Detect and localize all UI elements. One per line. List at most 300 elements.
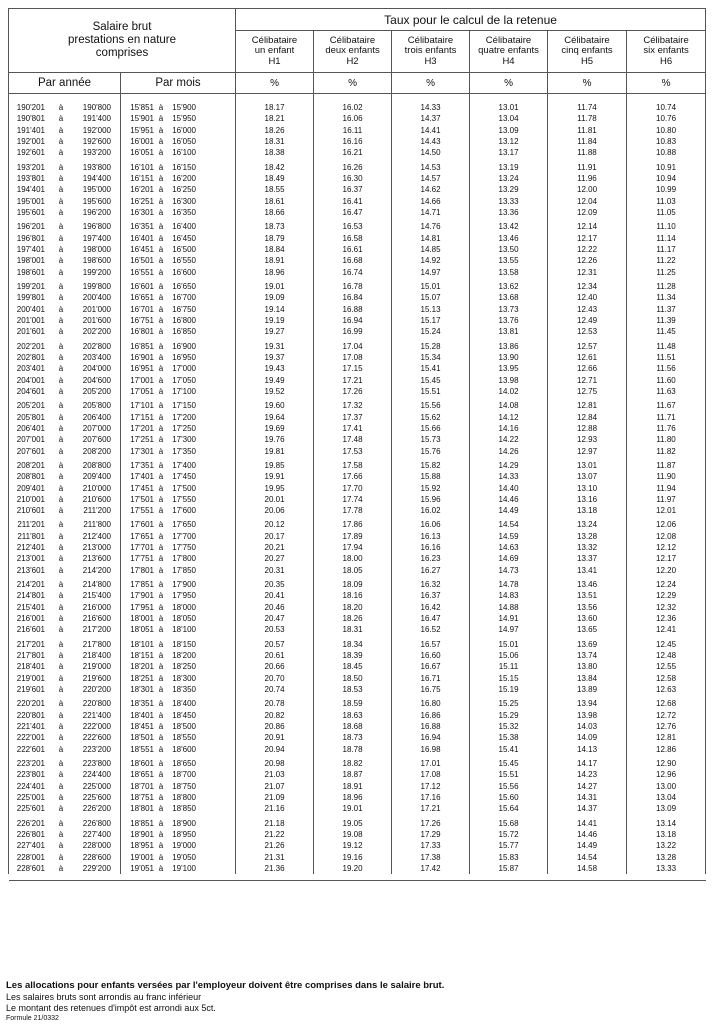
monthly-to: 19'100 [172,864,196,873]
rate-h6: 13.33 [627,863,706,874]
annual-from: 207'001 [16,435,45,445]
annual-range [9,483,121,494]
annual-range [9,602,121,613]
annual-range [9,173,121,184]
rate-h3: 14.66 [392,196,470,207]
annual-to: 216'600 [82,614,111,624]
monthly-range [121,639,236,650]
rate-h1: 18.38 [236,147,314,158]
rate-h4: 13.24 [470,173,548,184]
rate-h3: 15.01 [392,281,470,292]
monthly-from: 18'401 [130,710,154,720]
rate-h6: 11.45 [627,326,706,337]
category-h5 [548,31,627,73]
annual-from: 210'001 [16,494,45,504]
monthly-range [121,363,236,374]
table-row [9,639,706,650]
range-separator: à [58,423,64,433]
table-row [9,818,706,829]
rate-h3: 16.75 [392,684,470,695]
annual-to: 192'000 [82,125,111,135]
rate-h6: 12.76 [627,721,706,732]
rate-h2: 19.16 [314,852,392,863]
monthly-range [121,792,236,803]
table-row [9,255,706,266]
rate-h5: 13.69 [548,639,627,650]
monthly-to: 17'700 [172,531,196,541]
annual-from: 217'801 [16,651,45,661]
rate-h2: 17.94 [314,542,392,553]
rate-h5: 14.41 [548,818,627,829]
annual-to: 192'600 [82,136,111,146]
category-h1 [236,31,314,73]
rate-h3: 15.17 [392,315,470,326]
range-separator: à [58,136,64,146]
monthly-from: 15'951 [130,125,154,135]
rate-h2: 17.37 [314,412,392,423]
rate-h2: 16.26 [314,162,392,173]
rate-h2: 16.68 [314,255,392,266]
monthly-to: 18'050 [172,614,196,624]
range-separator: à [58,793,64,803]
table-row [9,173,706,184]
range-separator: à [158,614,164,624]
annual-from: 201'601 [16,327,45,337]
annual-from: 228'601 [16,864,45,873]
salary-label-line1: Salaire brut [92,21,152,33]
annual-range [9,590,121,601]
rate-h5: 12.81 [548,400,627,411]
annual-range [9,624,121,635]
monthly-to: 16'000 [172,125,196,135]
monthly-to: 18'300 [172,673,196,683]
range-separator: à [158,162,164,172]
table-row [9,673,706,684]
rate-h5: 13.32 [548,542,627,553]
range-separator: à [58,267,64,277]
spacer-cell [236,94,314,103]
rate-h5: 13.28 [548,531,627,542]
range-separator: à [158,375,164,385]
annual-range [9,281,121,292]
rate-h2: 18.59 [314,698,392,709]
rate-h1: 18.42 [236,162,314,173]
range-separator: à [158,744,164,754]
rate-h1: 19.52 [236,386,314,397]
annual-range [9,326,121,337]
rate-h6: 11.97 [627,494,706,505]
monthly-to: 18'750 [172,781,196,791]
table-row [9,375,706,386]
rate-h5: 14.09 [548,732,627,743]
annual-from: 211'201 [17,520,45,530]
annual-to: 228'000 [82,841,111,851]
annual-from: 192'601 [16,148,45,158]
monthly-from: 17'601 [130,520,154,530]
range-separator: à [158,244,164,254]
rate-h6: 12.63 [627,684,706,695]
annual-from: 225'001 [16,793,45,803]
table-row [9,363,706,374]
spacer-cell [392,874,470,881]
annual-from: 220'201 [16,699,45,709]
rate-h6: 11.67 [627,400,706,411]
rate-h5: 14.27 [548,781,627,792]
rate-h4: 14.40 [470,483,548,494]
monthly-from: 17'051 [130,386,154,396]
annual-from: 202'801 [16,352,45,362]
rate-h1: 19.43 [236,363,314,374]
table-row [9,352,706,363]
annual-range [9,710,121,721]
rate-h2: 17.58 [314,460,392,471]
table-row [9,207,706,218]
rate-h6: 11.05 [627,207,706,218]
rate-h2: 17.78 [314,505,392,516]
annual-range [9,613,121,624]
monthly-to: 18'200 [172,651,196,661]
rate-h6: 11.63 [627,386,706,397]
annual-range [9,375,121,386]
rate-h2: 17.86 [314,519,392,530]
table-row [9,769,706,780]
rate-h5: 12.61 [548,352,627,363]
annual-range [9,446,121,457]
rate-h4: 13.29 [470,184,548,195]
rate-h4: 13.76 [470,315,548,326]
per-month-header: Par mois [121,73,236,94]
rate-h1: 19.85 [236,460,314,471]
annual-range [9,304,121,315]
table-row [9,565,706,576]
rate-h3: 17.08 [392,769,470,780]
annual-range [9,315,121,326]
table-row [9,852,706,863]
monthly-from: 16'701 [130,304,154,314]
rate-h4: 13.55 [470,255,548,266]
annual-range [9,639,121,650]
rate-h3: 16.86 [392,710,470,721]
rate-h4: 13.73 [470,304,548,315]
monthly-to: 16'300 [172,196,196,206]
monthly-from: 18'601 [130,759,154,769]
rate-h6: 10.83 [627,136,706,147]
table-row [9,613,706,624]
rate-h2: 16.02 [314,102,392,113]
range-separator: à [58,531,64,541]
rate-h3: 16.80 [392,698,470,709]
rate-h5: 12.26 [548,255,627,266]
rate-h4: 13.09 [470,125,548,136]
rate-h1: 18.84 [236,244,314,255]
table-row [9,803,706,814]
annual-range [9,553,121,564]
spacer-cell [314,874,392,881]
monthly-from: 18'001 [130,614,154,624]
rate-h5: 14.23 [548,769,627,780]
monthly-range [121,553,236,564]
monthly-range [121,602,236,613]
rate-h6: 13.00 [627,781,706,792]
annual-from: 228'001 [16,852,45,862]
salary-label-line3: comprises [95,47,149,59]
annual-range [9,494,121,505]
table-row [9,304,706,315]
rate-h6: 12.68 [627,698,706,709]
rate-h4: 13.98 [470,375,548,386]
rate-h5: 13.24 [548,519,627,530]
range-separator: à [158,401,164,411]
annual-from: 222'601 [16,744,45,754]
rate-h4: 15.41 [470,744,548,755]
table-row [9,400,706,411]
allowance-note: Les allocations pour enfants versées par l'employeur doivent être comprises dans le salaire brut. [6,980,445,991]
rate-h4: 15.19 [470,684,548,695]
annual-to: 224'400 [82,770,111,780]
rate-h2: 16.41 [314,196,392,207]
rate-h2: 17.48 [314,434,392,445]
monthly-range [121,613,236,624]
rate-h6: 11.22 [627,255,706,266]
range-separator: à [158,543,164,553]
range-separator: à [58,565,64,575]
rate-h3: 16.88 [392,721,470,732]
monthly-from: 19'051 [130,864,154,873]
monthly-range [121,863,236,874]
range-separator: à [58,685,64,695]
monthly-from: 18'851 [130,818,154,828]
monthly-range [121,244,236,255]
rate-h4: 13.58 [470,267,548,278]
category-code: H1 [268,55,281,67]
rate-h3: 15.56 [392,400,470,411]
rate-h4: 13.01 [470,102,548,113]
percent-unit: % [392,73,470,94]
range-separator: à [158,580,164,590]
annual-range [9,519,121,530]
range-separator: à [158,446,164,456]
annual-from: 207'601 [16,446,45,456]
range-separator: à [58,759,64,769]
rate-h6: 10.91 [627,162,706,173]
monthly-to: 17'350 [172,446,196,456]
range-separator: à [158,733,164,743]
percent-unit: % [470,73,548,94]
annual-from: 206'401 [16,423,45,433]
table-row [9,829,706,840]
annual-from: 222'001 [16,733,45,743]
rate-h4: 15.56 [470,781,548,792]
monthly-to: 17'550 [172,494,196,504]
range-separator: à [58,162,64,172]
range-separator: à [58,710,64,720]
monthly-range [121,352,236,363]
range-separator: à [158,591,164,601]
rate-h3: 14.33 [392,102,470,113]
monthly-from: 16'851 [130,341,154,351]
annual-range [9,267,121,278]
annual-to: 212'400 [82,531,111,541]
rate-h2: 16.94 [314,315,392,326]
rate-h3: 17.16 [392,792,470,803]
annual-to: 217'800 [82,639,111,649]
footer-notes [6,980,706,1023]
annual-to: 207'000 [82,423,111,433]
annual-from: 194'401 [16,185,45,195]
rate-h6: 11.03 [627,196,706,207]
annual-from: 211'801 [17,531,45,541]
monthly-to: 18'450 [172,710,196,720]
annual-to: 215'400 [82,591,111,601]
monthly-to: 18'400 [172,699,196,709]
rate-h6: 13.18 [627,829,706,840]
monthly-from: 16'201 [130,185,154,195]
monthly-range [121,565,236,576]
rate-h2: 16.84 [314,292,392,303]
annual-range [9,829,121,840]
rate-h4: 14.83 [470,590,548,601]
rate-h2: 16.16 [314,136,392,147]
category-h4 [470,31,548,73]
annual-to: 205'800 [82,401,111,411]
table-row [9,542,706,553]
range-separator: à [158,770,164,780]
annual-to: 193'800 [82,162,111,172]
range-separator: à [58,651,64,661]
monthly-to: 18'150 [172,639,196,649]
rate-h6: 12.20 [627,565,706,576]
rate-h6: 11.51 [627,352,706,363]
rate-h1: 19.81 [236,446,314,457]
monthly-from: 18'151 [130,651,154,661]
category-label: trois enfants [404,45,457,57]
rate-h5: 11.78 [548,113,627,124]
rate-h6: 12.17 [627,553,706,564]
rate-h1: 18.17 [236,102,314,113]
annual-range [9,758,121,769]
rate-h2: 17.41 [314,423,392,434]
table-row [9,650,706,661]
range-separator: à [58,625,64,635]
percent-unit: % [314,73,392,94]
table-row [9,423,706,434]
rate-h6: 10.99 [627,184,706,195]
rate-h3: 15.92 [392,483,470,494]
spacer-cell [470,94,548,103]
rate-h5: 11.96 [548,173,627,184]
table-row [9,412,706,423]
table-row [9,281,706,292]
monthly-range [121,483,236,494]
monthly-range [121,326,236,337]
rate-h2: 18.78 [314,744,392,755]
monthly-range [121,758,236,769]
annual-from: 196'801 [16,233,45,243]
annual-from: 196'201 [16,222,45,232]
rate-h2: 16.88 [314,304,392,315]
rate-h6: 13.09 [627,803,706,814]
range-separator: à [158,435,164,445]
annual-to: 211'200 [83,506,111,516]
rate-h4: 15.60 [470,792,548,803]
monthly-from: 18'951 [130,841,154,851]
monthly-range [121,196,236,207]
annual-to: 198'600 [82,256,111,266]
monthly-to: 19'000 [172,841,196,851]
rate-h4: 14.88 [470,602,548,613]
rate-h1: 20.53 [236,624,314,635]
rate-h6: 12.41 [627,624,706,635]
rate-h3: 17.42 [392,863,470,874]
rate-h4: 13.36 [470,207,548,218]
monthly-to: 16'050 [172,136,196,146]
range-separator: à [158,673,164,683]
rate-h1: 20.47 [236,613,314,624]
rate-h5: 13.60 [548,613,627,624]
annual-range [9,684,121,695]
rate-h2: 18.39 [314,650,392,661]
rate-h5: 12.31 [548,267,627,278]
table-row [9,147,706,158]
annual-range [9,650,121,661]
annual-to: 195'600 [82,196,111,206]
rate-h2: 18.09 [314,579,392,590]
rate-h1: 20.61 [236,650,314,661]
rate-h3: 14.85 [392,244,470,255]
monthly-to: 16'500 [172,244,196,254]
monthly-range [121,710,236,721]
monthly-to: 16'100 [172,148,196,158]
rate-h2: 18.26 [314,613,392,624]
rate-h1: 20.98 [236,758,314,769]
range-separator: à [58,662,64,672]
rate-h2: 18.68 [314,721,392,732]
range-separator: à [58,114,64,124]
range-separator: à [158,759,164,769]
range-separator: à [158,639,164,649]
rate-h3: 14.37 [392,113,470,124]
annual-to: 206'400 [82,412,111,422]
monthly-from: 16'151 [130,173,154,183]
range-separator: à [58,483,64,493]
annual-from: 219'601 [16,685,45,695]
range-separator: à [58,744,64,754]
rate-h3: 16.02 [392,505,470,516]
rate-h3: 15.66 [392,423,470,434]
annual-from: 215'401 [16,602,45,612]
monthly-from: 18'451 [130,722,154,732]
range-separator: à [58,103,64,112]
rate-h4: 15.51 [470,769,548,780]
annual-from: 221'401 [16,722,45,732]
monthly-from: 19'001 [130,852,154,862]
rate-h4: 14.12 [470,412,548,423]
category-code: H6 [659,55,673,67]
rate-h3: 16.94 [392,732,470,743]
range-separator: à [158,386,164,396]
range-separator: à [58,460,64,470]
rate-h2: 17.89 [314,531,392,542]
monthly-range [121,446,236,457]
spacer-cell [9,94,121,103]
monthly-from: 15'901 [130,114,154,124]
monthly-to: 17'750 [172,543,196,553]
percent-unit: % [627,73,706,94]
monthly-to: 18'100 [172,625,196,635]
monthly-range [121,375,236,386]
monthly-range [121,267,236,278]
range-separator: à [158,793,164,803]
